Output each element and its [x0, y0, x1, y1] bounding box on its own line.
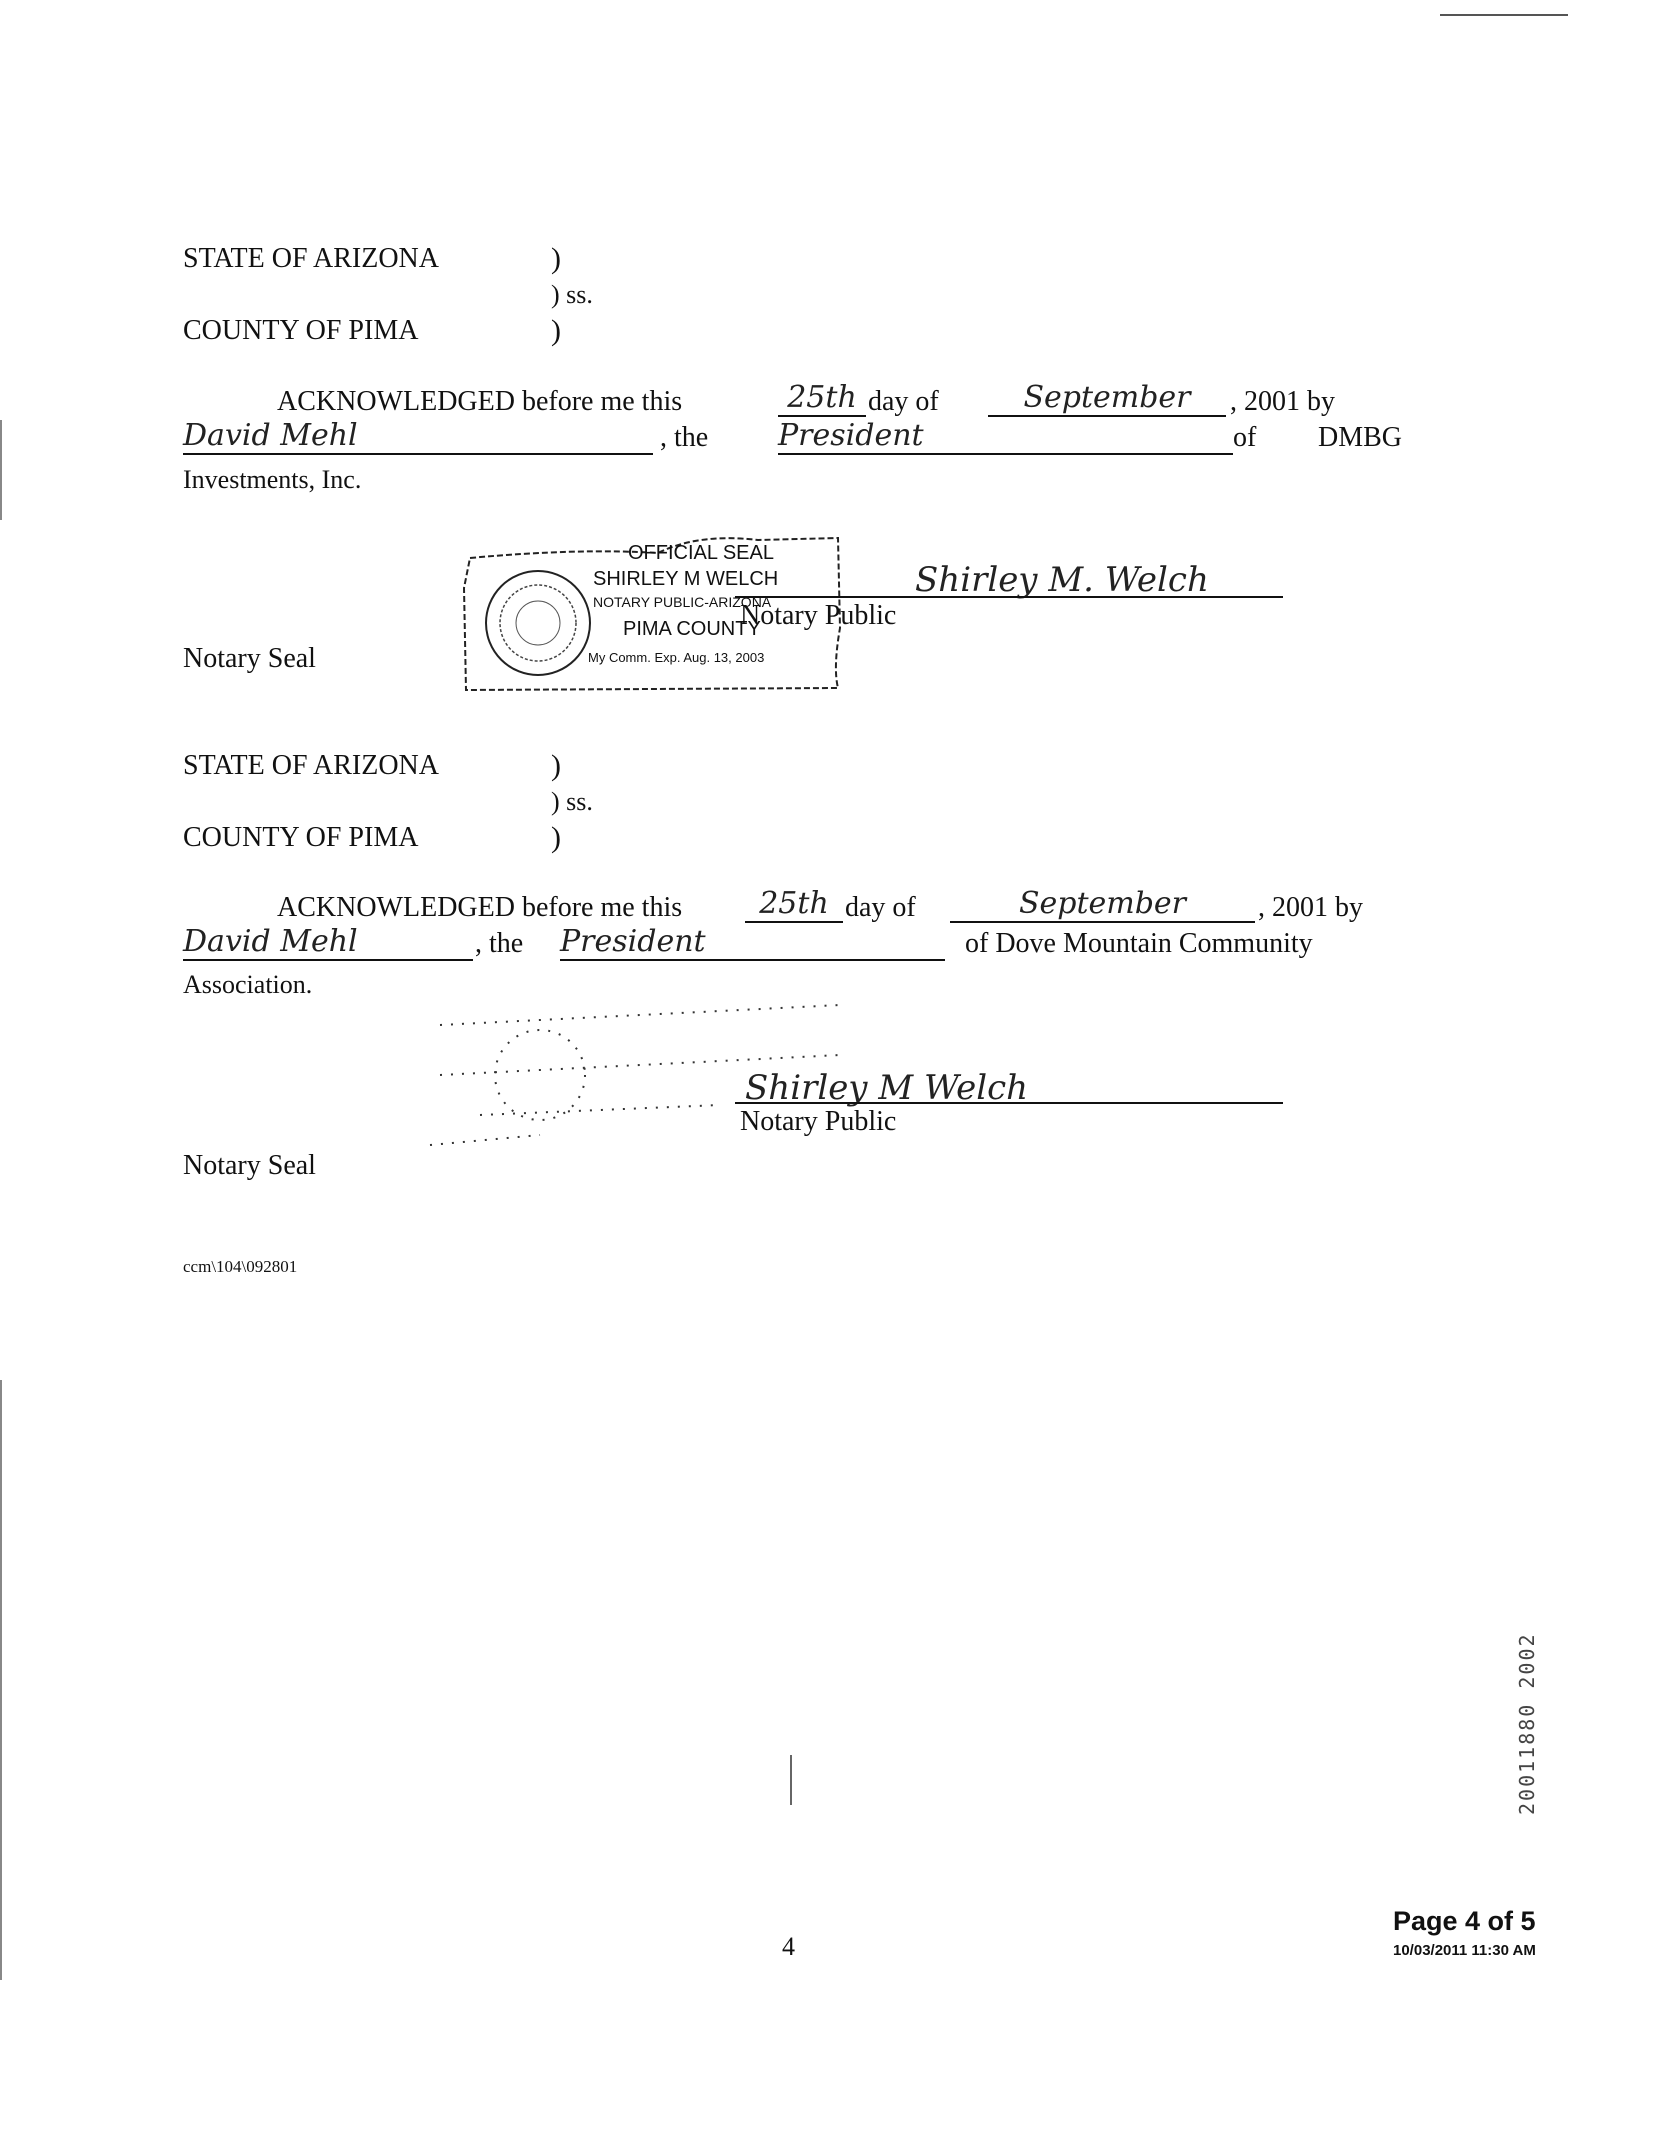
county-heading-1: COUNTY OF PIMA	[183, 315, 419, 346]
ack-year-2: , 2001 by	[1258, 892, 1363, 923]
ack-name-handwritten-1: David Mehl	[183, 418, 653, 455]
notary-signature-1: Shirley M. Welch	[915, 560, 1209, 600]
signature-line-1	[735, 596, 1283, 598]
side-recording-stamp: 20011880 2002	[1515, 1632, 1539, 1815]
ack-company-2: of Dove Mountain Community	[965, 928, 1313, 959]
ack-year-1: , 2001 by	[1230, 386, 1335, 417]
ack-prefix-1: ACKNOWLEDGED before me this	[277, 386, 683, 417]
scan-mark-center	[790, 1755, 792, 1805]
stamp-line5: My Comm. Exp. Aug. 13, 2003	[588, 650, 765, 665]
print-timestamp: 10/03/2011 11:30 AM	[1393, 1942, 1536, 1959]
state-heading-1: STATE OF ARIZONA	[183, 243, 439, 274]
bracket-1b: )	[551, 314, 561, 347]
ack-dayof-1: day of	[868, 386, 939, 417]
page-label: Page 4 of 5	[1393, 1906, 1536, 1936]
ack-the-1: , the	[660, 422, 709, 453]
ack-prefix-2: ACKNOWLEDGED before me this	[277, 892, 683, 923]
ack-company-line2-2: Association.	[183, 970, 313, 999]
ack-the-2: , the	[475, 928, 524, 959]
ack-day-handwritten-1: 25th	[778, 380, 866, 417]
signature-line-2	[735, 1102, 1283, 1104]
ack-title-handwritten-1: President	[778, 418, 1233, 455]
scan-mark-left-upper	[0, 420, 2, 520]
bracket-2a: )	[551, 749, 561, 782]
notary-public-label-1: Notary Public	[740, 600, 897, 631]
scan-mark-top	[1440, 14, 1568, 16]
ack-month-handwritten-1: September	[988, 380, 1226, 417]
ack-company-line2-1: Investments, Inc.	[183, 465, 362, 494]
county-heading-2: COUNTY OF PIMA	[183, 822, 419, 853]
ack-month-handwritten-2: September	[950, 886, 1255, 923]
bracket-1a: )	[551, 242, 561, 275]
ack-title-handwritten-2: President	[560, 924, 945, 961]
document-code: ccm\104\092801	[183, 1257, 298, 1276]
stamp-line3: NOTARY PUBLIC-ARIZONA	[593, 594, 772, 610]
state-heading-2: STATE OF ARIZONA	[183, 750, 439, 781]
ss-label-1: ) ss.	[551, 280, 593, 309]
ack-of-1: of	[1233, 422, 1257, 453]
stamp-line1: OFFICIAL SEAL	[628, 542, 774, 564]
ss-label-2: ) ss.	[551, 787, 593, 816]
notary-public-label-2: Notary Public	[740, 1106, 897, 1137]
ack-name-handwritten-2: David Mehl	[183, 924, 473, 961]
bracket-2b: )	[551, 821, 561, 854]
notary-signature-2: Shirley M Welch	[745, 1068, 1029, 1108]
ack-day-handwritten-2: 25th	[745, 886, 843, 923]
page-number-center: 4	[782, 1932, 795, 1961]
notary-seal-label-2: Notary Seal	[183, 1150, 316, 1181]
stamp-line4: PIMA COUNTY	[623, 618, 761, 640]
scan-mark-left	[0, 1380, 2, 1980]
ack-dayof-2: day of	[845, 892, 916, 923]
notary-seal-label-1: Notary Seal	[183, 643, 316, 674]
stamp-line2: SHIRLEY M WELCH	[593, 568, 779, 590]
ack-company-1: DMBG	[1318, 422, 1403, 453]
